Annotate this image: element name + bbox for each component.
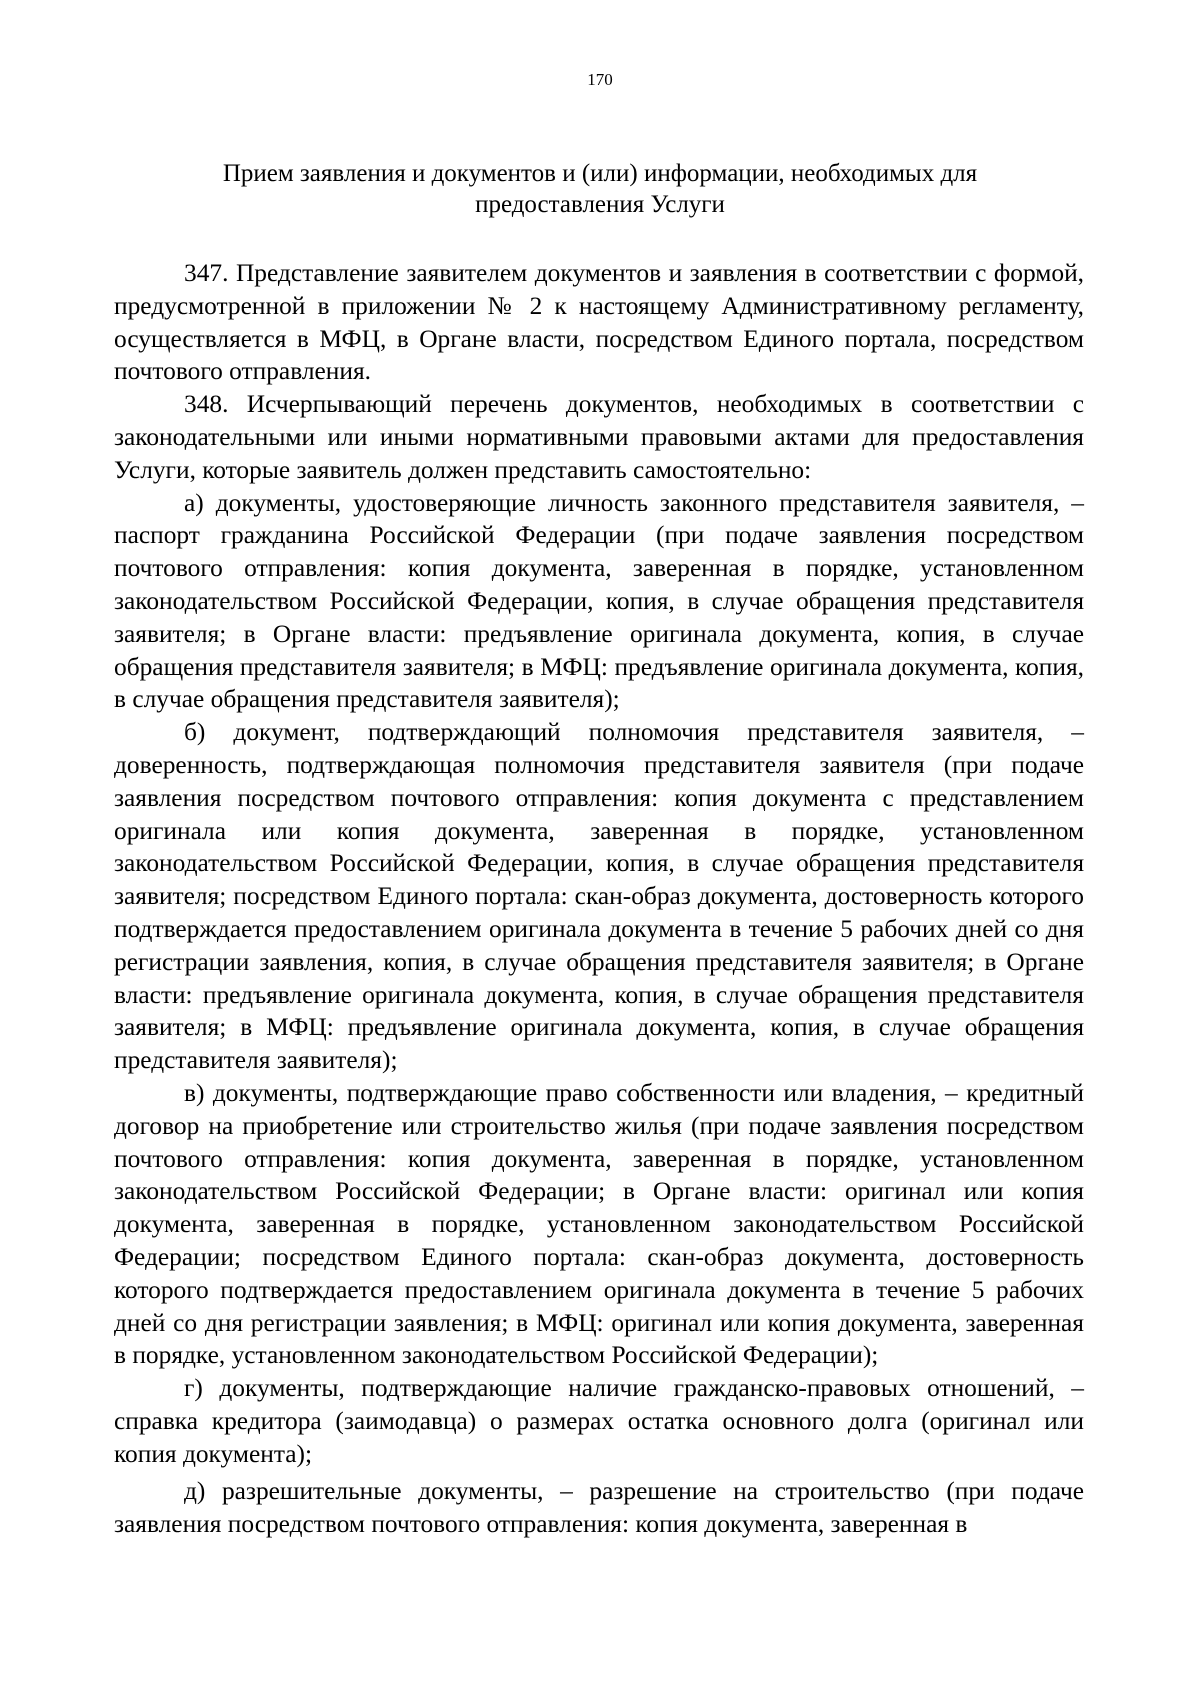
list-item-a: а) документы, удостоверяющие личность законного представителя заявителя, – паспорт гражданина Российской Федерации (при подаче заявления посредством почтового отправления: копия документа, заверенная в порядке, установленном законодательством Российской Федерации, копия, в случае обращения представителя заявителя; в Органе власти: предъявление оригинала документа, копия, в случае обращения представителя заявителя; в МФЦ: предъявление оригинала документа, копия, в случае обращения представителя заявителя);: [114, 488, 1084, 714]
list-item-b: б) документ, подтверждающий полномочия представителя заявителя, – доверенность, подтверждающая полномочия представителя заявителя (при подаче заявления посредством почтового отправления: копия документа с представлением оригинала или копия документа, заверенная в порядке, установленном законодательством Российской Федерации, копия, в случае обращения представителя заявителя; посредством Единого портала: скан-образ документа, достоверность которого подтверждается предоставлением оригинала документа в течение 5 рабочих дней со дня регистрации заявления, копия, в случае обращения представителя заявителя; в Органе власти: предъявление оригинала документа, копия, в случае обращения представителя заявителя; в МФЦ: предъявление оригинала документа, копия, в случае обращения представителя заявителя);: [114, 718, 1084, 1075]
list-item-g: г) документы, подтверждающие наличие гражданско-правовых отношений, – справка кредитора (заимодавца) о размерах остатка основного долга (оригинал или копия документа);: [114, 1374, 1084, 1468]
paragraph-348: 348. Исчерпывающий перечень документов, необходимых в соответствии с законодательными или иными нормативными правовыми актами для предоставления Услуги, которые заявитель должен представить самостоятельно:: [114, 390, 1084, 484]
section-title: [160, 158, 1040, 220]
document-body: [114, 257, 1084, 1541]
section-title-line-1: Прием заявления и документов и (или) информации, необходимых для: [222, 160, 978, 187]
list-item-d: д) разрешительные документы, – разрешение на строительство (при подаче заявления посредством почтового отправления: копия документа, заверенная в: [114, 1477, 1084, 1539]
list-item-v: в) документы, подтверждающие право собственности или владения, – кредитный договор на приобретение или строительство жилья (при подаче заявления посредством почтового отправления: копия документа, заверенная в порядке, установленном законодательством Российской Федерации; в Органе власти: оригинал или копия документа, заверенная в порядке, установленном законодательством Российской Федерации; посредством Единого портала: скан-образ документа, достоверность которого подтверждается предоставлением оригинала документа в течение 5 рабочих дней со дня регистрации заявления; в МФЦ: оригинал или копия документа, заверенная в порядке, установленном законодательством Российской Федерации);: [114, 1078, 1084, 1370]
paragraph-347: 347. Представление заявителем документов и заявления в соответствии с формой, предусмотренной в приложении № 2 к настоящему Административному регламенту, осуществляется в МФЦ, в Органе власти, посредством Единого портала, посредством почтового отправления.: [114, 259, 1084, 386]
section-title-line-2: предоставления Услуги: [475, 191, 725, 218]
page-number: 170: [587, 70, 613, 89]
